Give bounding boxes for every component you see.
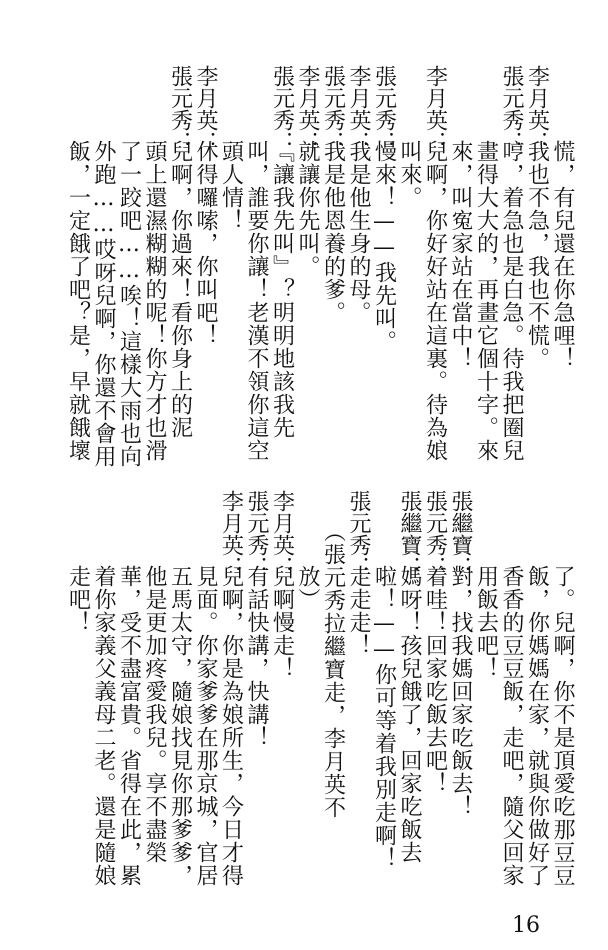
dialogue-line: 外跑……哎呀兒啊，你還不會用 xyxy=(91,140,116,468)
dialogue-line: 『讓我先叫』？明明地該我先 xyxy=(269,140,295,439)
speaker-label: 李月英： xyxy=(422,65,448,153)
dialogue-line: 我是他生身的母。 xyxy=(346,140,371,324)
speaker-label: 張元秀： xyxy=(499,65,524,153)
dialogue-line: 兒啊，你是為娘所生，今日才得 xyxy=(218,565,244,887)
dialogue-line: 就讓你先叫。 xyxy=(295,140,320,278)
speaker-label: 張繼寶： xyxy=(448,490,473,578)
dialogue-line: 飯，一定餓了吧？是，早就餓壞 xyxy=(65,140,91,462)
dialogue-line: 放） xyxy=(295,565,320,611)
speaker-label: 張元秀： xyxy=(371,65,397,153)
dialogue-line: 兒啊慢走！ xyxy=(269,565,295,680)
dialogue-line: 叫，誰要你讓！老漢不領你這空 xyxy=(244,140,269,462)
dialogue-line: 對，找我媽回家吃飯去！ xyxy=(448,565,473,818)
dialogue-line: 兒啊，你過來！看你身上的泥 xyxy=(167,140,193,439)
dialogue-line: 走吧！ xyxy=(65,565,91,634)
speaker-label: 張元秀： xyxy=(244,490,269,578)
speaker-label: 張元秀： xyxy=(269,65,295,153)
dialogue-line: 着哇！回家吃飯去吧！ xyxy=(422,565,448,795)
speaker-label: 張繼寶： xyxy=(397,490,422,578)
dialogue-line: 他是更加疼愛我兒。享不盡榮 xyxy=(142,565,167,864)
dialogue-line: 媽呀！孩兒餓了，回家吃飯去 xyxy=(397,565,422,864)
dialogue-line: 休得囉嗦，你叫吧！ xyxy=(193,140,218,347)
dialogue-line: 啦！——你可等着我別走啊！ xyxy=(371,565,397,870)
dialogue-line: 哼，着急也是白急。待我把圈兒 xyxy=(499,140,524,462)
dialogue-line: 畫得大大的，再畫它個十字。來 xyxy=(473,140,499,462)
dialogue-line: 用飯去吧！ xyxy=(473,565,499,680)
dialogue-line: 我也不急，我也不慌。 xyxy=(524,140,550,370)
dialogue-line: （張元秀拉繼寶走，李月英不 xyxy=(320,520,346,819)
dialogue-line: 我是他恩養的爹。 xyxy=(320,140,346,324)
speaker-label: 李月英： xyxy=(218,490,244,578)
speaker-label: 張元秀： xyxy=(346,490,371,578)
dialogue-line: 飯，你媽媽在家，就與你做好了 xyxy=(524,565,550,887)
dialogue-line: 了一跤吧……唉！這樣大雨也向 xyxy=(116,140,142,468)
dialogue-line: 兒啊，你好好站在這裏。待為娘 xyxy=(422,140,448,462)
dialogue-line: 慌，有兒還在你急哩！ xyxy=(550,140,575,370)
dialogue-line: 走走走！ xyxy=(346,565,371,657)
dialogue-line: 五馬太守，隨娘找見你那爹爹， xyxy=(167,565,193,887)
speaker-label: 張元秀： xyxy=(320,65,346,153)
dialogue-line: 香香的豆豆飯，走吧，隨父回家 xyxy=(499,565,524,887)
dialogue-line: 頭人情！ xyxy=(218,140,244,232)
speaker-label: 張元秀： xyxy=(422,490,448,578)
speaker-label: 李月英： xyxy=(269,490,295,578)
speaker-label: 李月英： xyxy=(346,65,371,153)
speaker-label: 李月英： xyxy=(295,65,320,153)
page-number: 16 xyxy=(512,913,540,938)
dialogue-line: 有話快講，快講！ xyxy=(244,565,269,749)
dialogue-line: 着你家義父義母二老。還是隨娘 xyxy=(91,565,116,887)
speaker-label: 李月英： xyxy=(524,65,550,153)
dialogue-line: 慢來！——我先叫。 xyxy=(371,140,397,353)
dialogue-line: 見面。你家爹爹在那京城，官居 xyxy=(193,565,218,887)
dialogue-line: 頭上還濕糊糊的呢！你方才也滑 xyxy=(142,140,167,462)
dialogue-line: 了。兒啊，你不是頂愛吃那豆豆 xyxy=(550,565,575,887)
dialogue-line: 叫來。 xyxy=(397,140,422,209)
speaker-label: 張元秀： xyxy=(167,65,193,153)
dialogue-line: 來，叫寃家站在當中！ xyxy=(448,140,473,370)
dialogue-line: 華，受不盡富貴。省得在此，累 xyxy=(116,565,142,887)
speaker-label: 李月英： xyxy=(193,65,218,153)
